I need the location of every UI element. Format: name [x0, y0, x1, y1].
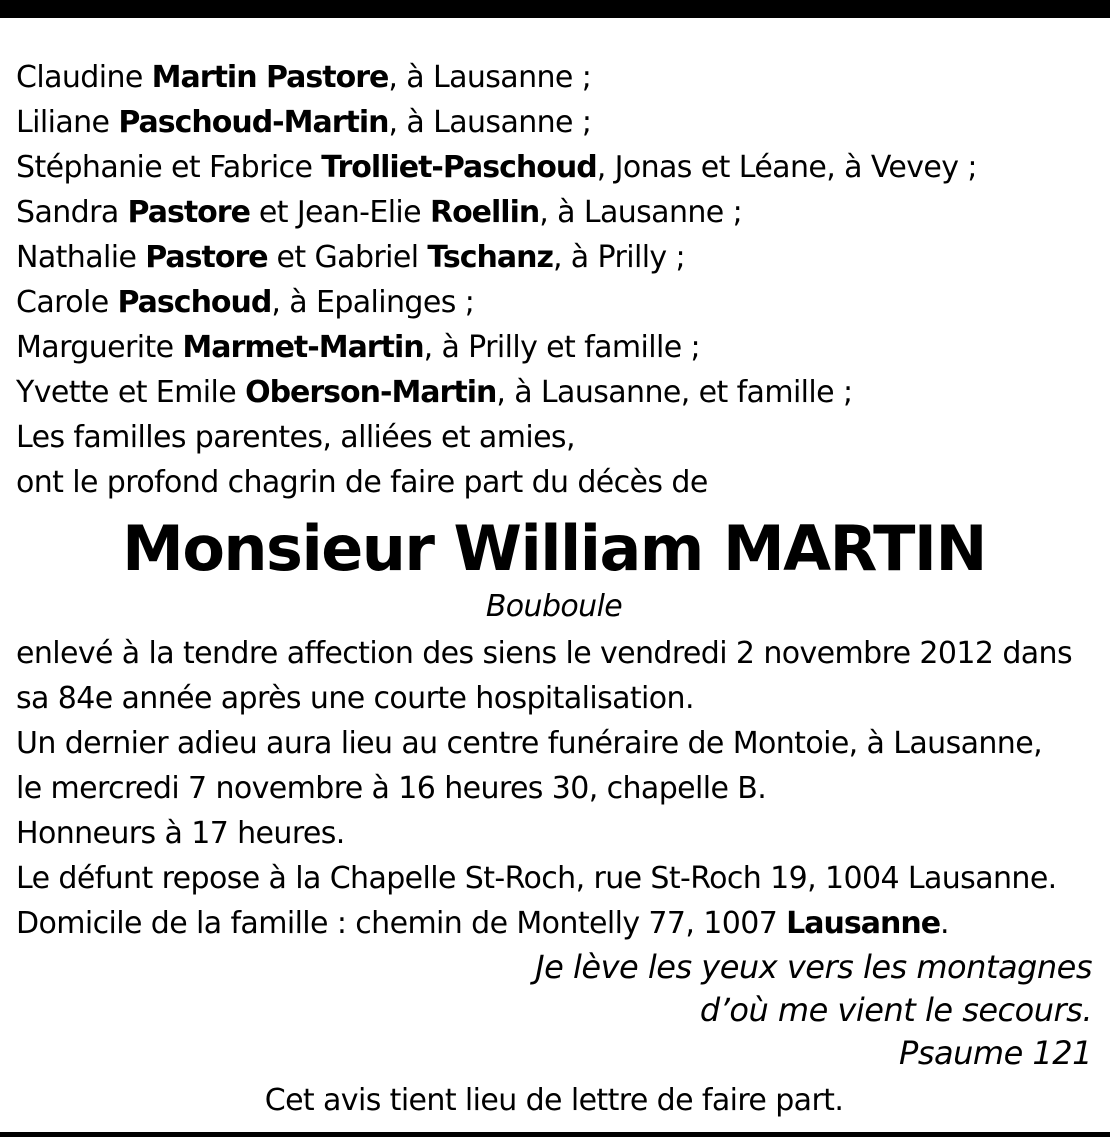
family-surname: Trolliet-Paschoud: [321, 150, 597, 185]
family-given-names: Nathalie: [16, 240, 146, 275]
family-surname-2: Tschanz: [427, 240, 553, 275]
family-location: , à Lausanne ;: [539, 195, 743, 230]
family-surname: Oberson-Martin: [245, 375, 497, 410]
body-line: le mercredi 7 novembre à 16 heures 30, chapelle B.: [16, 771, 767, 806]
body-line: enlevé à la tendre affection des siens le vendredi 2 novembre 2012 dans: [16, 636, 1072, 671]
family-given-names: Marguerite: [16, 330, 183, 365]
family-given-names: Stéphanie et Fabrice: [16, 150, 322, 185]
family-line: [16, 145, 1092, 190]
psalm-verse: [16, 946, 1092, 1075]
family-line: [16, 235, 1092, 280]
family-given-names: Yvette et Emile: [16, 375, 246, 410]
family-location: , à Lausanne ;: [388, 60, 592, 95]
domicile-city: Lausanne: [786, 906, 941, 941]
family-given-names: Sandra: [16, 195, 128, 230]
bottom-rule: [0, 1132, 1110, 1137]
verse-reference: Psaume 121: [899, 1034, 1092, 1072]
family-line: [16, 280, 1092, 325]
intro-line: Les familles parentes, alliées et amies,: [16, 420, 575, 455]
family-surname: Paschoud: [117, 285, 272, 320]
family-line: [16, 370, 1092, 415]
verse-line: Je lève les yeux vers les montagnes: [535, 948, 1092, 986]
family-line: [16, 325, 1092, 370]
body-line: Le défunt repose à la Chapelle St-Roch, rue St-Roch 19, 1004 Lausanne.: [16, 861, 1057, 896]
deceased-nickname: Bouboule: [485, 589, 623, 624]
closing-note: Cet avis tient lieu de lettre de faire part.: [264, 1083, 844, 1118]
notice-body: [16, 631, 1092, 946]
family-line: [16, 55, 1092, 100]
verse-line: d’où me vient le secours.: [699, 991, 1092, 1029]
family-surname: Pastore: [145, 240, 268, 275]
family-surname-2: Roellin: [429, 195, 540, 230]
family-line: [16, 100, 1092, 145]
family-line: [16, 190, 1092, 235]
family-location: , à Prilly et famille ;: [423, 330, 701, 365]
domicile-line: [16, 901, 1092, 946]
family-surname: Paschoud-Martin: [118, 105, 389, 140]
domicile-period: .: [940, 906, 949, 941]
family-location: , à Prilly ;: [552, 240, 686, 275]
body-line: Un dernier adieu aura lieu au centre funéraire de Montoie, à Lausanne,: [16, 726, 1043, 761]
intro-line: ont le profond chagrin de faire part du décès de: [16, 465, 708, 500]
body-line: Honneurs à 17 heures.: [16, 816, 345, 851]
family-given-names: Carole: [16, 285, 118, 320]
family-location: , à Epalinges ;: [271, 285, 475, 320]
family-given-names-2: et Gabriel: [267, 240, 428, 275]
family-surname: Pastore: [127, 195, 250, 230]
family-surname: Marmet-Martin: [182, 330, 424, 365]
family-location: , à Lausanne, et famille ;: [496, 375, 853, 410]
family-given-names: Claudine: [16, 60, 152, 95]
domicile-address: Domicile de la famille : chemin de Montelly 77, 1007: [16, 906, 787, 941]
family-surname: Martin Pastore: [151, 60, 389, 95]
family-location: , à Lausanne ;: [388, 105, 592, 140]
top-rule: [0, 0, 1110, 18]
body-line: sa 84e année après une courte hospitalisation.: [16, 681, 694, 716]
family-given-names-2: et Jean-Elie: [249, 195, 430, 230]
death-notice: [16, 55, 1092, 1125]
deceased-name: Monsieur William MARTIN: [122, 512, 986, 585]
family-given-names: Liliane: [16, 105, 119, 140]
family-location: , Jonas et Léane, à Vevey ;: [596, 150, 977, 185]
